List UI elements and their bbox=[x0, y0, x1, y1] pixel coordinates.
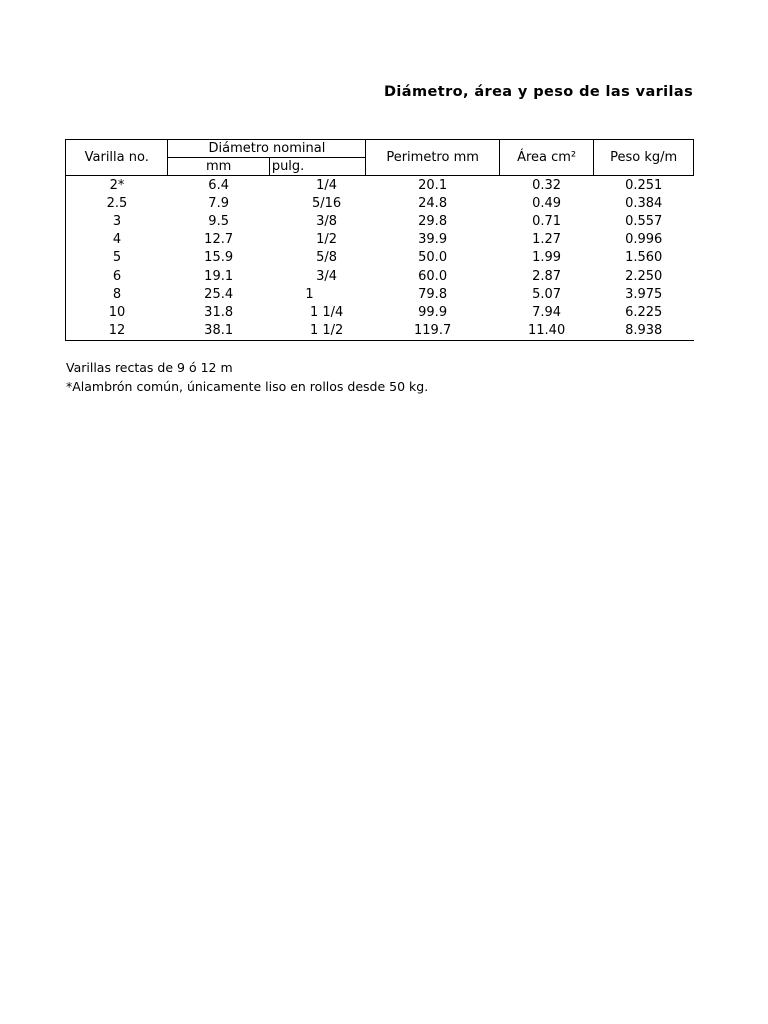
rebar-table bbox=[65, 139, 694, 341]
cell-area: 5.07 bbox=[532, 286, 562, 302]
cell-peso: 0.384 bbox=[625, 195, 663, 211]
footnotes bbox=[66, 358, 428, 396]
cell-perimetro: 24.8 bbox=[418, 195, 448, 211]
cell-area: 0.32 bbox=[532, 177, 562, 193]
cell-perimetro: 39.9 bbox=[418, 232, 448, 248]
cell-peso: 1.560 bbox=[625, 250, 663, 266]
table-row bbox=[66, 322, 694, 341]
cell-varilla: 12 bbox=[66, 322, 168, 341]
cell-mm: 9.5 bbox=[208, 213, 229, 229]
cell-peso: 0.251 bbox=[625, 177, 663, 193]
header-area: Área cm² bbox=[499, 140, 594, 176]
table-row bbox=[66, 194, 694, 212]
cell-pulg bbox=[269, 176, 366, 195]
note-alambron: *Alambrón común, únicamente liso en rollos desde 50 kg. bbox=[66, 379, 429, 394]
cell-varilla: 6 bbox=[66, 267, 168, 285]
cell-area: 1.27 bbox=[532, 232, 562, 248]
cell-varilla: 5 bbox=[66, 249, 168, 267]
cell-peso: 6.225 bbox=[625, 304, 663, 320]
cell-varilla: 8 bbox=[66, 285, 168, 303]
header-perimetro: Perimetro mm bbox=[366, 140, 499, 176]
cell-area: 7.94 bbox=[532, 304, 562, 320]
cell-area: 11.40 bbox=[499, 322, 594, 341]
table-header bbox=[66, 140, 694, 176]
cell-varilla: 2* bbox=[66, 176, 168, 195]
cell-pulg-value: 1 1/2 bbox=[309, 323, 344, 339]
cell-varilla: 4 bbox=[66, 231, 168, 249]
header-pulg: pulg. bbox=[269, 158, 366, 176]
cell-mm: 15.9 bbox=[204, 250, 234, 266]
cell-mm: 19.1 bbox=[204, 268, 234, 284]
cell-pulg bbox=[269, 249, 366, 267]
table-row bbox=[66, 267, 694, 285]
header-mm: mm bbox=[168, 158, 269, 176]
cell-pulg bbox=[269, 322, 366, 341]
cell-pulg-value: 5/16 bbox=[312, 195, 342, 211]
cell-perimetro: 60.0 bbox=[418, 268, 448, 284]
cell-area: 1.99 bbox=[532, 250, 562, 266]
table-row bbox=[66, 285, 694, 303]
cell-mm: 12.7 bbox=[204, 232, 234, 248]
cell-pulg bbox=[269, 231, 366, 249]
cell-varilla: 10 bbox=[66, 303, 168, 321]
table-row bbox=[66, 231, 694, 249]
cell-peso: 3.975 bbox=[625, 286, 663, 302]
cell-perimetro: 79.8 bbox=[418, 286, 448, 302]
cell-mm: 31.8 bbox=[204, 304, 234, 320]
page-title: Diámetro, área y peso de las varilas bbox=[384, 84, 694, 100]
note-varillas-rectas: Varillas rectas de 9 ó 12 m bbox=[66, 360, 233, 375]
header-varilla: Varilla no. bbox=[66, 140, 168, 176]
cell-pulg bbox=[269, 212, 366, 230]
cell-peso: 8.938 bbox=[594, 322, 694, 341]
cell-perimetro: 29.8 bbox=[418, 213, 448, 229]
cell-perimetro: 20.1 bbox=[418, 177, 448, 193]
cell-pulg bbox=[269, 194, 366, 212]
header-diametro-nominal: Diámetro nominal bbox=[168, 140, 366, 158]
cell-mm: 38.1 bbox=[168, 322, 269, 341]
cell-pulg bbox=[269, 285, 366, 303]
cell-pulg-value: 5/8 bbox=[316, 250, 338, 266]
cell-area: 0.49 bbox=[532, 195, 562, 211]
cell-perimetro: 50.0 bbox=[418, 250, 448, 266]
table-row bbox=[66, 303, 694, 321]
cell-pulg bbox=[269, 267, 366, 285]
table-body bbox=[66, 176, 694, 341]
cell-mm: 6.4 bbox=[208, 177, 229, 193]
cell-area: 2.87 bbox=[532, 268, 562, 284]
table-row bbox=[66, 249, 694, 267]
table-row bbox=[66, 212, 694, 230]
cell-peso: 0.557 bbox=[625, 213, 663, 229]
cell-pulg-value: 1/2 bbox=[316, 232, 338, 248]
cell-pulg-value: 1 bbox=[305, 286, 314, 302]
cell-pulg-value: 3/4 bbox=[316, 268, 338, 284]
cell-varilla: 2.5 bbox=[66, 194, 168, 212]
cell-perimetro: 119.7 bbox=[366, 322, 499, 341]
cell-peso: 0.996 bbox=[625, 232, 663, 248]
header-peso: Peso kg/m bbox=[594, 140, 694, 176]
cell-perimetro: 99.9 bbox=[418, 304, 448, 320]
cell-pulg-value: 1/4 bbox=[316, 177, 338, 193]
cell-peso: 2.250 bbox=[625, 268, 663, 284]
cell-varilla: 3 bbox=[66, 212, 168, 230]
cell-pulg-value: 3/8 bbox=[316, 213, 338, 229]
table-row bbox=[66, 176, 694, 195]
cell-mm: 25.4 bbox=[204, 286, 234, 302]
cell-area: 0.71 bbox=[532, 213, 562, 229]
cell-mm: 7.9 bbox=[208, 195, 229, 211]
cell-pulg-value: 1 1/4 bbox=[309, 304, 344, 320]
cell-pulg bbox=[269, 303, 366, 321]
